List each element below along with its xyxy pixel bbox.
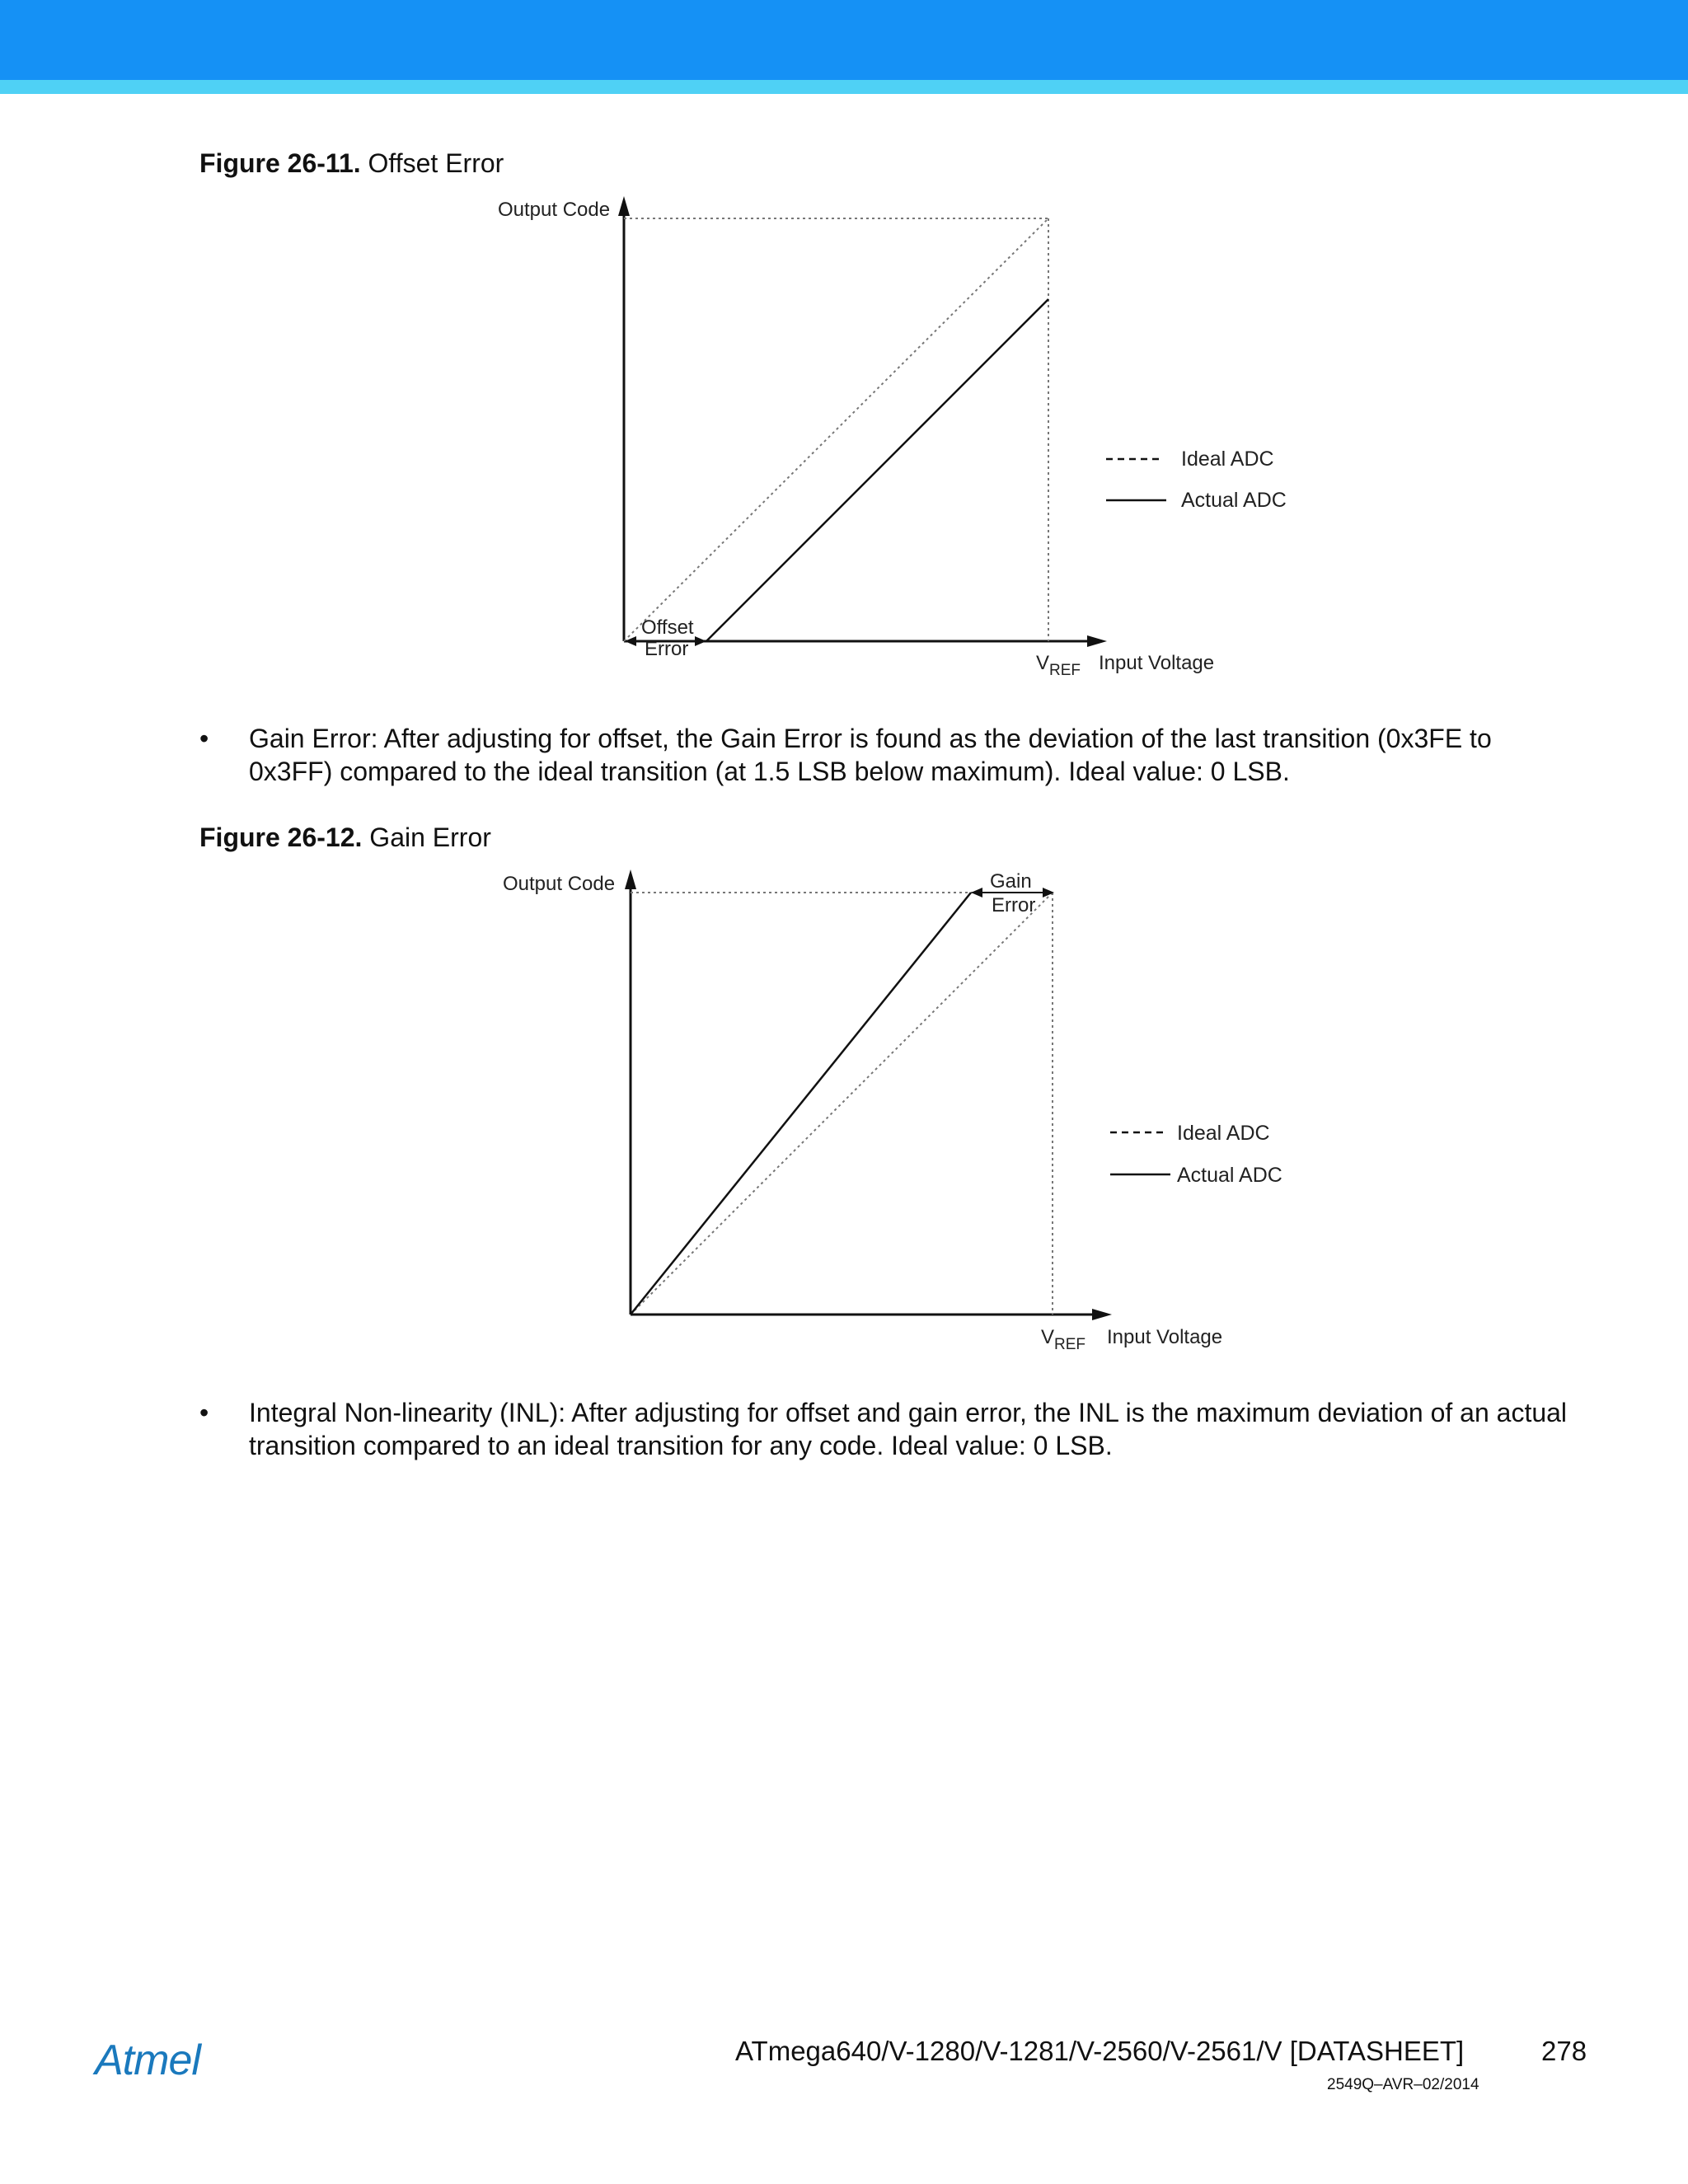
legend-ideal-label: Ideal ADC <box>1181 448 1274 471</box>
y-axis-label: Output Code <box>498 199 611 221</box>
figure-label: Figure 26-11. <box>199 148 361 178</box>
ideal-adc-line <box>631 893 1053 1315</box>
bullet-symbol: • <box>199 1398 209 1427</box>
y-axis-label: Output Code <box>503 873 616 895</box>
bullet-text: Integral Non-linearity (INL): After adjusting for offset and gain error, the INL is the maximum deviation of an actual transition compared to an ideal transition for any code. Ideal value: 0 LSB. <box>249 1398 1568 1460</box>
legend-ideal-label: Ideal ADC <box>1177 1122 1270 1145</box>
figure-label: Figure 26-12. <box>199 823 363 852</box>
gain-error-label-line1: Gain <box>990 870 1032 893</box>
footer-doc-code: 2549Q–AVR–02/2014 <box>1327 2076 1479 2093</box>
x-axis-label: Input Voltage <box>1099 652 1215 674</box>
y-axis-arrow <box>625 869 636 889</box>
x-axis-arrow <box>1092 1309 1112 1320</box>
gain-error-label-line2: Error <box>992 894 1036 916</box>
figure-title: Gain Error <box>369 823 491 852</box>
gain-error-arrowhead-right <box>1043 888 1054 898</box>
atmel-logo: Atmel <box>95 2036 200 2084</box>
actual-adc-line <box>631 893 971 1315</box>
legend-actual-label: Actual ADC <box>1177 1164 1282 1187</box>
gain-error-arrowhead-left <box>971 888 982 898</box>
vref-label: $V_{REF}$ <box>1036 652 1081 679</box>
offset-error-label-line2: Error <box>645 638 689 660</box>
footer-doc-title: ATmega640/V-1280/V-1281/V-2560/V-2561/V [DATASHEET] <box>735 2036 1465 2066</box>
x-axis-label: Input Voltage <box>1107 1326 1223 1348</box>
figure-title: Offset Error <box>368 148 504 178</box>
page-number: 278 <box>1541 2036 1587 2066</box>
bullet-symbol: • <box>199 724 209 753</box>
offset-error-label-line1: Offset <box>641 616 694 639</box>
bullet-text: Gain Error: After adjusting for offset, the Gain Error is found as the deviation of the last transition (0x3FE to 0x3FF) compared to the ideal transition (at 1.5 LSB below maximum). Ideal value: 0 LSB. <box>249 724 1492 786</box>
legend-actual-label: Actual ADC <box>1181 489 1287 512</box>
vref-label: $V_{REF}$ <box>1041 1326 1086 1353</box>
